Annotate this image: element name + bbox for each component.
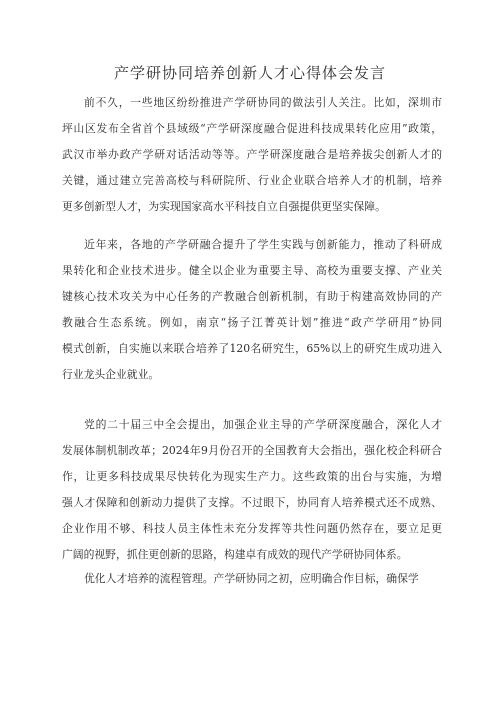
- paragraph-line: 武汉市举办政产学研对话活动等等。产学研深度融合是培养拔尖创新人才的: [62, 148, 442, 161]
- paragraph-line: 关键，通过建立完善高校与科研院所、行业企业联合培养人才的机制，培养: [62, 174, 442, 187]
- paragraph-line: 企业作用不够、科技人员主体性未充分发挥等共性问题仍然存在，要立足更: [62, 522, 442, 535]
- paragraph-line: 优化人才培养的流程管理。产学研协同之初，应明确合作目标，确保学: [84, 572, 419, 585]
- paragraph-line: 坪山区发布全省首个县域级“产学研深度融合促进科技成果转化应用”政策，: [62, 122, 442, 135]
- paragraph-line: 键核心技术攻关为中心任务的产教融合创新机制，有助于构建高效协同的产: [62, 290, 442, 303]
- paragraph-line: 广阔的视野，抓住更创新的思路，构建卓有成效的现代产学研协同体系。: [62, 548, 408, 561]
- document-title: 产学研协同培养创新人才心得体会发言: [113, 64, 386, 82]
- paragraph-line: 近年来，各地的产学研融合提升了学生实践与创新能力，推动了科研成: [84, 238, 442, 251]
- paragraph-1: [62, 90, 442, 220]
- paragraph-line: 果转化和企业技术进步。健全以企业为重要主导、高校为重要支撑、产业关: [62, 264, 442, 277]
- paragraph-3: [62, 412, 442, 568]
- paragraph-line: 党的二十届三中全会提出，加强企业主导的产学研深度融合，深化人才: [84, 418, 442, 431]
- paragraph-line: 发展体制机制改革；2024年9月份召开的全国教育大会指出，强化校企科研合: [62, 444, 442, 457]
- paragraph-line: 行业龙头企业就业。: [62, 368, 160, 381]
- paragraph-line: 更多创新型人才，为实现国家高水平科技自立自强提供更坚实保障。: [62, 200, 386, 213]
- paragraph-line: 教融合生态系统。例如，南京“扬子江菁英计划”推进“政产学研用”协同: [62, 316, 442, 329]
- paragraph-line: 模式创新，自实施以来联合培养了120名研究生，65%以上的研究生成功进入: [62, 342, 442, 355]
- paragraph-line: 强人才保障和创新动力提供了支撑。不过眼下，协同育人培养模式还不成熟、: [62, 496, 442, 509]
- paragraph-2: [62, 232, 442, 388]
- paragraph-line: 作，让更多科技成果尽快转化为现实生产力。这些政策的出台与实施，为增: [62, 470, 442, 483]
- paragraph-4: [62, 566, 442, 592]
- paragraph-line: 前不久，一些地区纷纷推进产学研协同的做法引人关注。比如，深圳市: [84, 96, 442, 109]
